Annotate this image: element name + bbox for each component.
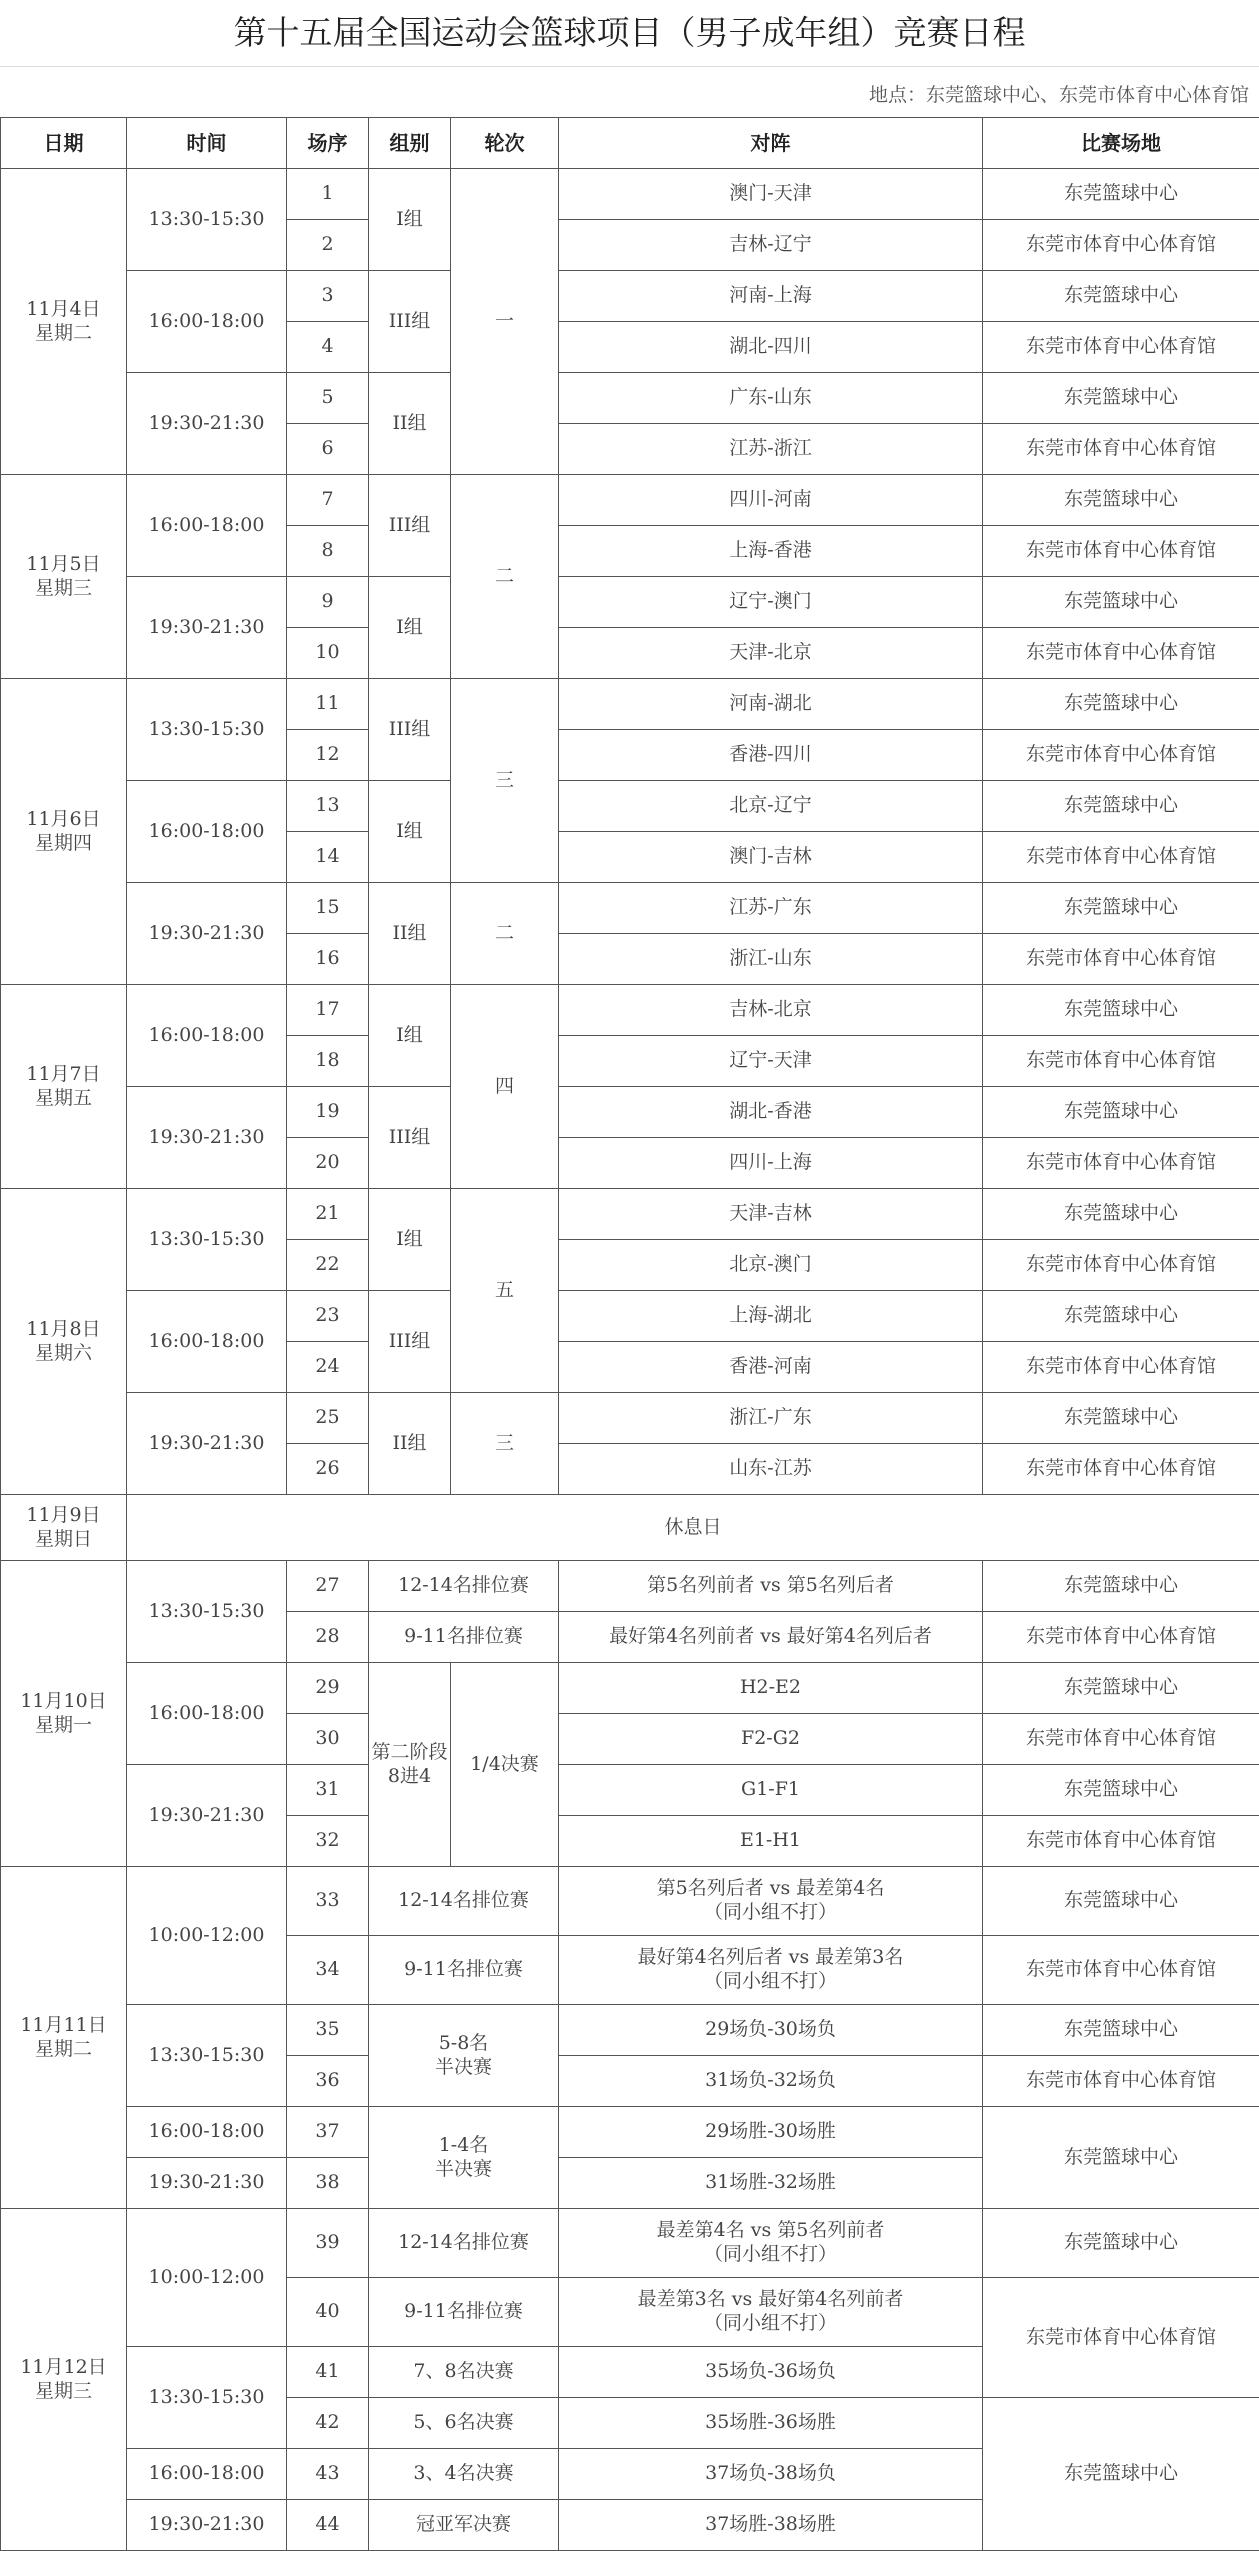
match-cell: 北京-辽宁	[559, 781, 983, 832]
game-cell: 10	[287, 628, 369, 679]
venue-cell: 东莞市体育中心体育馆	[983, 322, 1259, 373]
placement-cell: 9-11名排位赛	[369, 2278, 559, 2347]
game-cell: 44	[287, 2500, 369, 2551]
match-cell: G1-F1	[559, 1765, 983, 1816]
group-cell: II组	[369, 883, 451, 985]
venue-cell: 东莞篮球中心	[983, 2005, 1259, 2056]
page-title: 第十五届全国运动会篮球项目（男子成年组）竞赛日程	[0, 0, 1259, 66]
match-cell: 35场负-36场负	[559, 2347, 983, 2398]
match-cell: 天津-吉林	[559, 1189, 983, 1240]
time-cell: 19:30-21:30	[127, 1765, 287, 1867]
match-cell: H2-E2	[559, 1663, 983, 1714]
venue-cell: 东莞市体育中心体育馆	[983, 1816, 1259, 1867]
table-row	[1, 883, 1259, 934]
match-cell: 吉林-辽宁	[559, 220, 983, 271]
match-cell: 上海-湖北	[559, 1291, 983, 1342]
match-cell: 辽宁-澳门	[559, 577, 983, 628]
time-cell: 13:30-15:30	[127, 679, 287, 781]
match-cell: 江苏-广东	[559, 883, 983, 934]
game-cell: 37	[287, 2107, 369, 2158]
schedule-table	[0, 117, 1259, 2551]
match-cell: 上海-香港	[559, 526, 983, 577]
venue-cell: 东莞市体育中心体育馆	[983, 628, 1259, 679]
game-cell: 20	[287, 1138, 369, 1189]
match-cell: E1-H1	[559, 1816, 983, 1867]
time-cell: 13:30-15:30	[127, 2347, 287, 2449]
group-cell: I组	[369, 1189, 451, 1291]
match-cell: 湖北-香港	[559, 1087, 983, 1138]
table-header-row	[1, 118, 1259, 169]
venue-cell: 东莞篮球中心	[983, 2107, 1259, 2209]
game-cell: 26	[287, 1444, 369, 1495]
match-cell: 浙江-广东	[559, 1393, 983, 1444]
venue-cell: 东莞篮球中心	[983, 577, 1259, 628]
table-row	[1, 2005, 1259, 2056]
venue-cell: 东莞篮球中心	[983, 781, 1259, 832]
game-cell: 21	[287, 1189, 369, 1240]
placement-cell: 12-14名排位赛	[369, 2209, 559, 2278]
header-game: 场序	[287, 118, 369, 169]
game-cell: 12	[287, 730, 369, 781]
table-row	[1, 1393, 1259, 1444]
game-cell: 33	[287, 1867, 369, 1936]
match-cell: 最好第4名列前者 vs 最好第4名列后者	[559, 1612, 983, 1663]
match-cell: 最好第4名列后者 vs 最差第3名 （同小组不打）	[559, 1936, 983, 2005]
venue-cell: 东莞篮球中心	[983, 883, 1259, 934]
time-cell: 16:00-18:00	[127, 1291, 287, 1393]
venue-cell: 东莞市体育中心体育馆	[983, 424, 1259, 475]
venue-cell: 东莞市体育中心体育馆	[983, 832, 1259, 883]
group-cell: I组	[369, 781, 451, 883]
round-cell: 五	[451, 1189, 559, 1393]
game-cell: 42	[287, 2398, 369, 2449]
table-row	[1, 475, 1259, 526]
round-cell: 二	[451, 883, 559, 985]
venue-cell: 东莞篮球中心	[983, 373, 1259, 424]
header-date: 日期	[1, 118, 127, 169]
game-cell: 32	[287, 1816, 369, 1867]
match-cell: 29场负-30场负	[559, 2005, 983, 2056]
table-row	[1, 1291, 1259, 1342]
game-cell: 40	[287, 2278, 369, 2347]
game-cell: 30	[287, 1714, 369, 1765]
time-cell: 19:30-21:30	[127, 373, 287, 475]
match-cell: 吉林-北京	[559, 985, 983, 1036]
group-cell: III组	[369, 1291, 451, 1393]
date-cell: 11月7日 星期五	[1, 985, 127, 1189]
game-cell: 1	[287, 169, 369, 220]
venue-cell: 东莞篮球中心	[983, 271, 1259, 322]
round-cell: 四	[451, 985, 559, 1189]
placement-cell: 冠亚军决赛	[369, 2500, 559, 2551]
match-cell: 29场胜-30场胜	[559, 2107, 983, 2158]
table-row	[1, 1561, 1259, 1612]
match-cell: 湖北-四川	[559, 322, 983, 373]
time-cell: 10:00-12:00	[127, 2209, 287, 2347]
game-cell: 18	[287, 1036, 369, 1087]
venue-cell: 东莞市体育中心体育馆	[983, 2056, 1259, 2107]
group-cell: III组	[369, 679, 451, 781]
time-cell: 10:00-12:00	[127, 1867, 287, 2005]
game-cell: 22	[287, 1240, 369, 1291]
match-cell: 37场胜-38场胜	[559, 2500, 983, 2551]
time-cell: 19:30-21:30	[127, 2500, 287, 2551]
match-cell: 山东-江苏	[559, 1444, 983, 1495]
date-cell: 11月6日 星期四	[1, 679, 127, 985]
table-row	[1, 1663, 1259, 1714]
venue-cell: 东莞市体育中心体育馆	[983, 1936, 1259, 2005]
game-cell: 16	[287, 934, 369, 985]
round-cell: 三	[451, 1393, 559, 1495]
table-row	[1, 577, 1259, 628]
time-cell: 19:30-21:30	[127, 1087, 287, 1189]
header-round: 轮次	[451, 118, 559, 169]
placement-cell: 12-14名排位赛	[369, 1561, 559, 1612]
game-cell: 9	[287, 577, 369, 628]
venue-cell: 东莞市体育中心体育馆	[983, 526, 1259, 577]
date-cell: 11月4日 星期二	[1, 169, 127, 475]
venue-cell: 东莞市体育中心体育馆	[983, 1612, 1259, 1663]
match-cell: 澳门-天津	[559, 169, 983, 220]
game-cell: 28	[287, 1612, 369, 1663]
game-cell: 35	[287, 2005, 369, 2056]
group-cell: III组	[369, 271, 451, 373]
time-cell: 16:00-18:00	[127, 781, 287, 883]
time-cell: 16:00-18:00	[127, 2107, 287, 2158]
table-row	[1, 373, 1259, 424]
time-cell: 16:00-18:00	[127, 271, 287, 373]
table-row	[1, 1495, 1259, 1561]
table-row	[1, 985, 1259, 1036]
venue-cell: 东莞市体育中心体育馆	[983, 1138, 1259, 1189]
game-cell: 19	[287, 1087, 369, 1138]
game-cell: 23	[287, 1291, 369, 1342]
match-cell: 四川-河南	[559, 475, 983, 526]
table-row	[1, 1867, 1259, 1936]
venue-cell: 东莞市体育中心体育馆	[983, 1036, 1259, 1087]
placement-cell: 12-14名排位赛	[369, 1867, 559, 1936]
table-row	[1, 1765, 1259, 1816]
placement-cell: 9-11名排位赛	[369, 1612, 559, 1663]
match-cell: F2-G2	[559, 1714, 983, 1765]
game-cell: 25	[287, 1393, 369, 1444]
placement-cell: 9-11名排位赛	[369, 1936, 559, 2005]
match-cell: 31场胜-32场胜	[559, 2158, 983, 2209]
venue-cell: 东莞市体育中心体育馆	[983, 2278, 1259, 2398]
date-cell: 11月8日 星期六	[1, 1189, 127, 1495]
time-cell: 19:30-21:30	[127, 883, 287, 985]
table-row	[1, 1087, 1259, 1138]
match-cell: 第5名列后者 vs 最差第4名 （同小组不打）	[559, 1867, 983, 1936]
game-cell: 41	[287, 2347, 369, 2398]
table-row	[1, 271, 1259, 322]
match-cell: 天津-北京	[559, 628, 983, 679]
date-cell: 11月11日 星期二	[1, 1867, 127, 2209]
date-cell: 11月5日 星期三	[1, 475, 127, 679]
match-cell: 37场负-38场负	[559, 2449, 983, 2500]
group-cell: III组	[369, 475, 451, 577]
venue-cell: 东莞篮球中心	[983, 169, 1259, 220]
game-cell: 3	[287, 271, 369, 322]
venue-cell: 东莞篮球中心	[983, 1087, 1259, 1138]
table-row	[1, 2209, 1259, 2278]
venue-cell: 东莞篮球中心	[983, 679, 1259, 730]
venue-cell: 东莞篮球中心	[983, 985, 1259, 1036]
header-group: 组别	[369, 118, 451, 169]
game-cell: 4	[287, 322, 369, 373]
game-cell: 24	[287, 1342, 369, 1393]
venue-cell: 东莞市体育中心体育馆	[983, 1342, 1259, 1393]
venue-cell: 东莞市体育中心体育馆	[983, 934, 1259, 985]
game-cell: 38	[287, 2158, 369, 2209]
game-cell: 27	[287, 1561, 369, 1612]
game-cell: 2	[287, 220, 369, 271]
match-cell: 浙江-山东	[559, 934, 983, 985]
header-match: 对阵	[559, 118, 983, 169]
game-cell: 39	[287, 2209, 369, 2278]
group-cell: II组	[369, 373, 451, 475]
venue-cell: 东莞篮球中心	[983, 1189, 1259, 1240]
time-cell: 19:30-21:30	[127, 577, 287, 679]
venue-cell: 东莞篮球中心	[983, 1393, 1259, 1444]
round-cell: 二	[451, 475, 559, 679]
venue-cell: 东莞篮球中心	[983, 1291, 1259, 1342]
time-cell: 16:00-18:00	[127, 1663, 287, 1765]
venue-cell: 东莞篮球中心	[983, 1867, 1259, 1936]
match-cell: 广东-山东	[559, 373, 983, 424]
game-cell: 36	[287, 2056, 369, 2107]
rest-day-cell: 休息日	[127, 1495, 1259, 1561]
match-cell: 河南-上海	[559, 271, 983, 322]
venue-cell: 东莞篮球中心	[983, 1561, 1259, 1612]
table-row	[1, 169, 1259, 220]
round-cell: 1/4决赛	[451, 1663, 559, 1867]
venue-cell: 东莞篮球中心	[983, 2398, 1259, 2551]
round-cell: 一	[451, 169, 559, 475]
game-cell: 15	[287, 883, 369, 934]
date-cell: 11月9日 星期日	[1, 1495, 127, 1561]
match-cell: 香港-四川	[559, 730, 983, 781]
group-cell: I组	[369, 577, 451, 679]
venue-cell: 东莞篮球中心	[983, 1765, 1259, 1816]
match-cell: 最差第4名 vs 第5名列前者 （同小组不打）	[559, 2209, 983, 2278]
table-row	[1, 2107, 1259, 2158]
group-cell: I组	[369, 985, 451, 1087]
game-cell: 29	[287, 1663, 369, 1714]
venue-cell: 东莞篮球中心	[983, 1663, 1259, 1714]
time-cell: 19:30-21:30	[127, 1393, 287, 1495]
match-cell: 35场胜-36场胜	[559, 2398, 983, 2449]
game-cell: 8	[287, 526, 369, 577]
placement-cell: 5-8名 半决赛	[369, 2005, 559, 2107]
header-venue: 比赛场地	[983, 118, 1259, 169]
table-row	[1, 1189, 1259, 1240]
time-cell: 16:00-18:00	[127, 2449, 287, 2500]
location-text: 地点：东莞篮球中心、东莞市体育中心体育馆	[869, 80, 1249, 107]
stage-cell: 第二阶段8进4	[369, 1663, 451, 1867]
table-row	[1, 679, 1259, 730]
venue-cell: 东莞市体育中心体育馆	[983, 1240, 1259, 1291]
game-cell: 31	[287, 1765, 369, 1816]
venue-cell: 东莞篮球中心	[983, 2209, 1259, 2278]
game-cell: 5	[287, 373, 369, 424]
placement-cell: 3、4名决赛	[369, 2449, 559, 2500]
time-cell: 16:00-18:00	[127, 985, 287, 1087]
round-cell: 三	[451, 679, 559, 883]
match-cell: 香港-河南	[559, 1342, 983, 1393]
game-cell: 17	[287, 985, 369, 1036]
game-cell: 7	[287, 475, 369, 526]
match-cell: 第5名列前者 vs 第5名列后者	[559, 1561, 983, 1612]
header-time: 时间	[127, 118, 287, 169]
time-cell: 13:30-15:30	[127, 2005, 287, 2107]
game-cell: 11	[287, 679, 369, 730]
match-cell: 江苏-浙江	[559, 424, 983, 475]
venue-cell: 东莞市体育中心体育馆	[983, 1714, 1259, 1765]
table-row	[1, 781, 1259, 832]
match-cell: 北京-澳门	[559, 1240, 983, 1291]
game-cell: 14	[287, 832, 369, 883]
venue-cell: 东莞篮球中心	[983, 475, 1259, 526]
match-cell: 31场负-32场负	[559, 2056, 983, 2107]
group-cell: I组	[369, 169, 451, 271]
group-cell: II组	[369, 1393, 451, 1495]
date-cell: 11月12日 星期三	[1, 2209, 127, 2551]
game-cell: 13	[287, 781, 369, 832]
game-cell: 43	[287, 2449, 369, 2500]
time-cell: 13:30-15:30	[127, 1189, 287, 1291]
time-cell: 13:30-15:30	[127, 1561, 287, 1663]
match-cell: 澳门-吉林	[559, 832, 983, 883]
game-cell: 6	[287, 424, 369, 475]
venue-cell: 东莞市体育中心体育馆	[983, 730, 1259, 781]
time-cell: 19:30-21:30	[127, 2158, 287, 2209]
placement-cell: 1-4名 半决赛	[369, 2107, 559, 2209]
group-cell: III组	[369, 1087, 451, 1189]
match-cell: 河南-湖北	[559, 679, 983, 730]
placement-cell: 7、8名决赛	[369, 2347, 559, 2398]
date-cell: 11月10日 星期一	[1, 1561, 127, 1867]
match-cell: 最差第3名 vs 最好第4名列前者 （同小组不打）	[559, 2278, 983, 2347]
match-cell: 辽宁-天津	[559, 1036, 983, 1087]
time-cell: 16:00-18:00	[127, 475, 287, 577]
venue-cell: 东莞市体育中心体育馆	[983, 1444, 1259, 1495]
match-cell: 四川-上海	[559, 1138, 983, 1189]
game-cell: 34	[287, 1936, 369, 2005]
time-cell: 13:30-15:30	[127, 169, 287, 271]
placement-cell: 5、6名决赛	[369, 2398, 559, 2449]
venue-cell: 东莞市体育中心体育馆	[983, 220, 1259, 271]
